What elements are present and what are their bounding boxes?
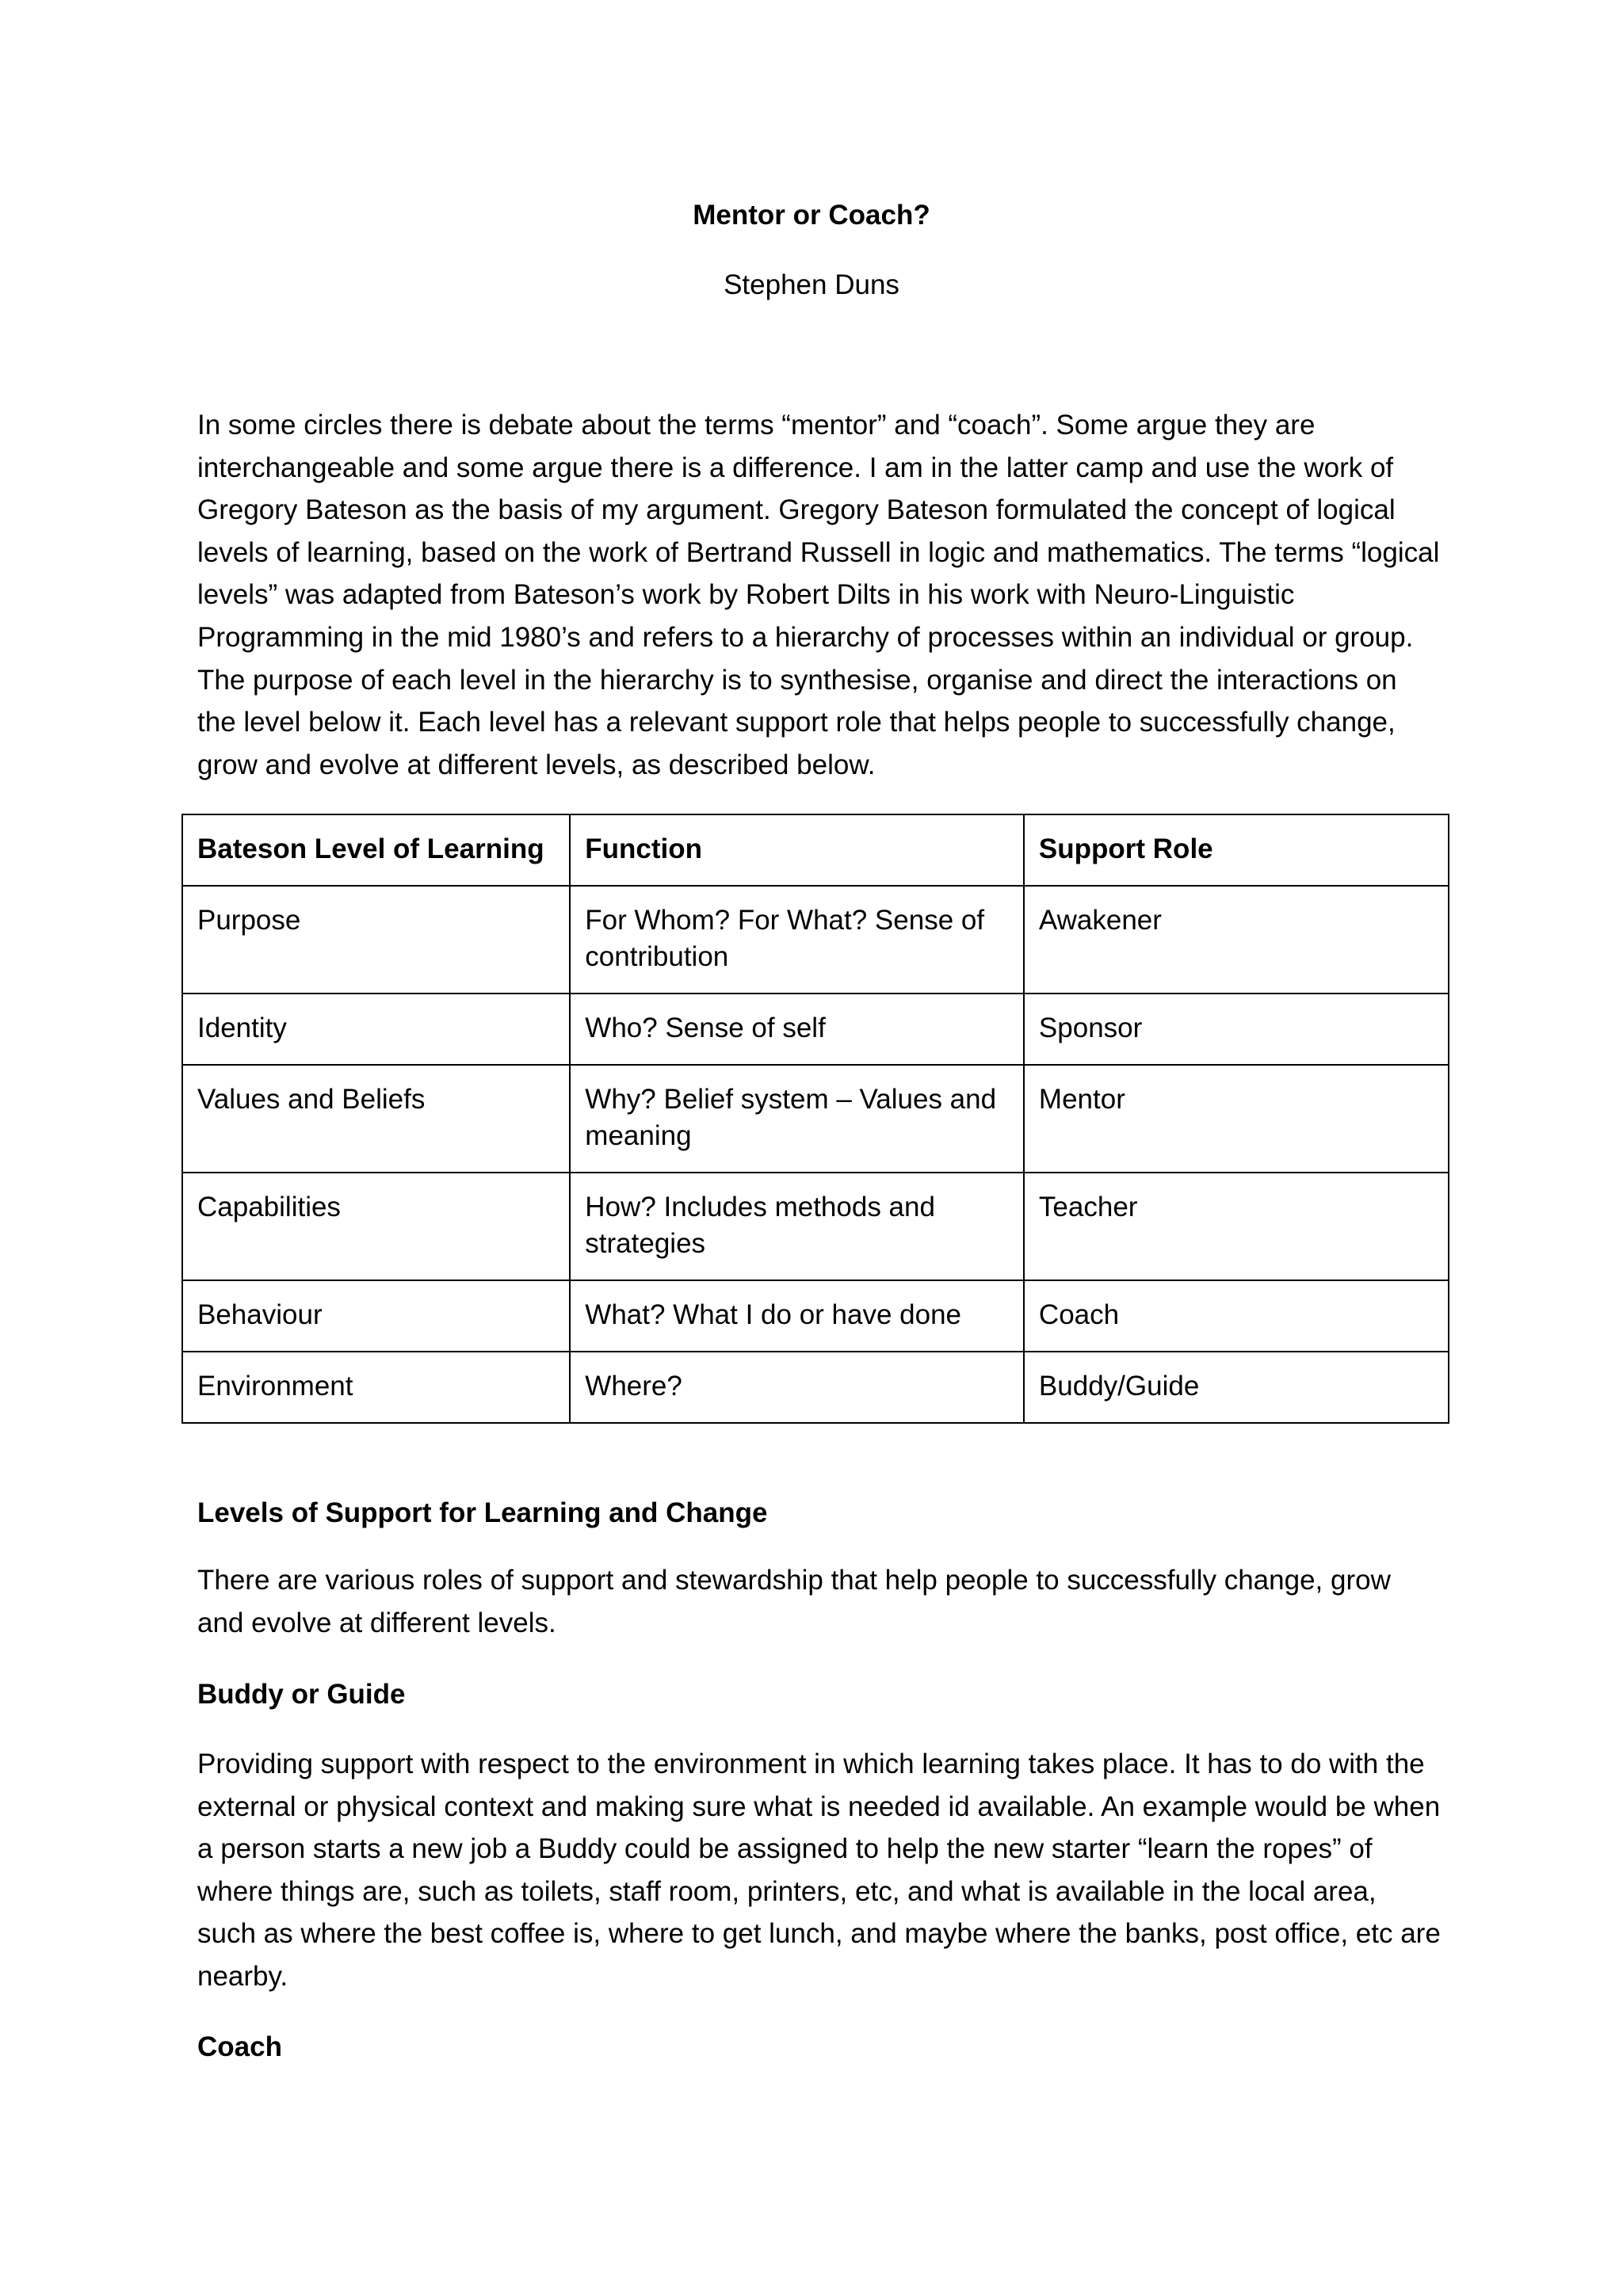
table-cell: Teacher <box>1024 1173 1449 1280</box>
table-cell: Awakener <box>1024 886 1449 994</box>
intro-paragraph: In some circles there is debate about the terms “mentor” and “coach”. Some argue they are interchangeable and some argue there is a difference. I am in the latter camp and use the work of Gregory Bateson as the basis of my argument. Gregory Bateson formulated the concept of logical levels of learning, based on the work of Bertrand Russell in logic and mathematics. The terms “logical levels” was adapted from Bateson’s work by Robert Dilts in his work with Neuro-Linguistic Programming in the mid 1980’s and refers to a hierarchy of processes within an individual or group. The purpose of each level in the hierarchy is to synthesise, organise and direct the interactions on the level below it. Each level has a relevant support role that helps people to successfully change, grow and evolve at different levels, as described below. <box>197 410 1440 780</box>
table-cell: Capabilities <box>182 1173 570 1280</box>
buddy-guide-paragraph: Providing support with respect to the environment in which learning takes place. It has to do with the external or physical context and making sure what is needed id available. An example would be when a person starts a new job a Buddy could be assigned to help the new starter “learn the ropes” of where things are, such as toilets, staff room, printers, etc, and what is available in the local area, such as where the best coffee is, where to get lunch, and maybe where the banks, post office, etc are nearby. <box>197 1749 1441 1992</box>
table-header-cell: Function <box>570 814 1024 886</box>
table-cell: Why? Belief system – Values and meaning <box>570 1065 1024 1173</box>
table-cell: Coach <box>1024 1280 1449 1352</box>
table-cell: Environment <box>182 1352 570 1423</box>
document-title: Mentor or Coach? <box>693 200 930 231</box>
table-cell: For Whom? For What? Sense of contribution <box>570 886 1024 994</box>
table-cell: How? Includes methods and strategies <box>570 1173 1024 1280</box>
levels-of-support-heading: Levels of Support for Learning and Change <box>197 1497 768 1528</box>
table-cell: Purpose <box>182 886 570 994</box>
buddy-guide-heading: Buddy or Guide <box>197 1679 406 1710</box>
table-cell: Values and Beliefs <box>182 1065 570 1173</box>
table-cell: Identity <box>182 994 570 1065</box>
coach-heading: Coach <box>197 2031 282 2062</box>
table-cell: Behaviour <box>182 1280 570 1352</box>
table-row <box>182 1280 1449 1352</box>
document-author: Stephen Duns <box>724 269 899 300</box>
table-header-cell: Bateson Level of Learning <box>182 814 570 886</box>
table-cell: What? What I do or have done <box>570 1280 1024 1352</box>
table-row <box>182 1065 1449 1173</box>
table-row <box>182 1173 1449 1280</box>
table-cell: Buddy/Guide <box>1024 1352 1449 1423</box>
bateson-levels-table <box>181 814 1449 1424</box>
table-cell: Where? <box>570 1352 1024 1423</box>
levels-of-support-paragraph: There are various roles of support and stewardship that help people to successfully change, grow and evolve at different levels. <box>197 1565 1391 1638</box>
table-header-row <box>182 814 1449 886</box>
table-header-cell: Support Role <box>1024 814 1449 886</box>
table-row <box>182 886 1449 994</box>
table-cell: Mentor <box>1024 1065 1449 1173</box>
table-cell: Who? Sense of self <box>570 994 1024 1065</box>
table-cell: Sponsor <box>1024 994 1449 1065</box>
table-row <box>182 1352 1449 1423</box>
table-row <box>182 994 1449 1065</box>
